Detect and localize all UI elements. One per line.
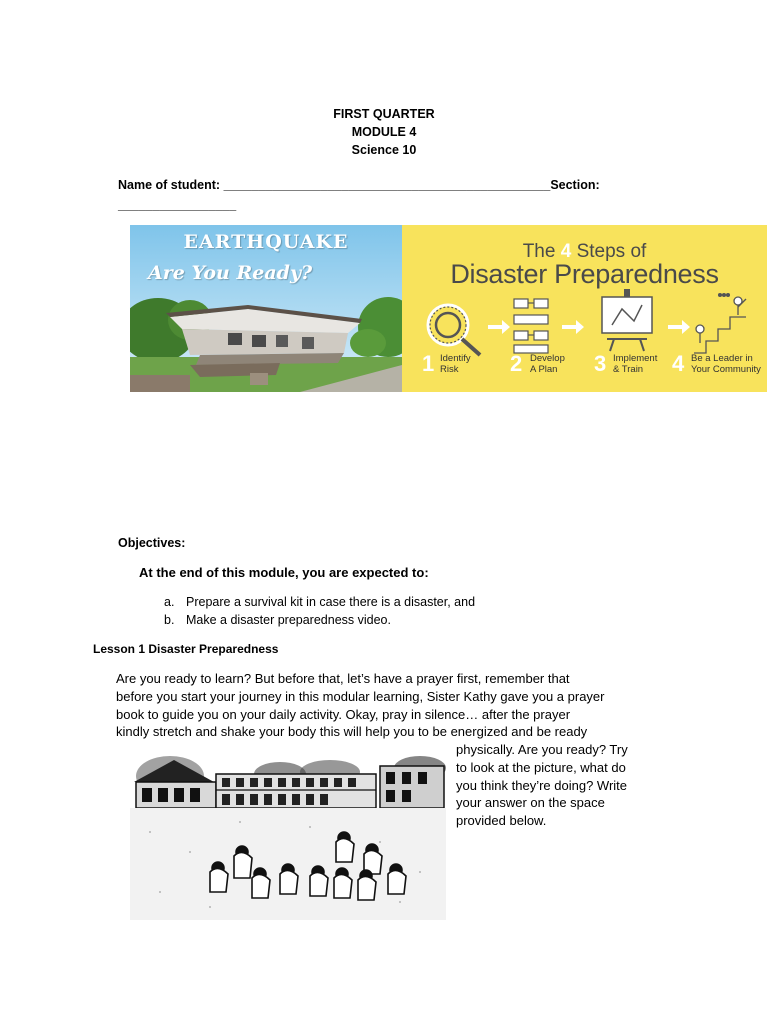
poster-step-count: 4 <box>560 241 572 262</box>
paragraph-line: provided below. <box>456 813 547 829</box>
earthquake-drill-illustration <box>130 752 446 920</box>
flowchart-icon <box>514 299 548 353</box>
leader-stairs-icon <box>694 294 746 353</box>
paragraph-line: Are you ready to learn? But before that, let’s have a prayer first, remember that <box>116 671 570 686</box>
objectives-intro: At the end of this module, you are expected to: <box>139 565 429 580</box>
whiteboard-icon <box>602 289 652 351</box>
poster-title-line2: Disaster Preparedness <box>450 259 719 289</box>
earthquake-subtitle: Are You Ready? <box>148 262 313 284</box>
objective-marker: b. <box>164 613 175 627</box>
objective-marker: a. <box>164 595 175 609</box>
step-label-implement: Implement & Train <box>613 353 658 375</box>
poster-title-line1: The 4 Steps of <box>522 241 647 262</box>
objective-text: Prepare a survival kit in case there is a disaster, and <box>186 595 476 609</box>
lesson-paragraph-side <box>456 741 652 830</box>
disaster-preparedness-poster <box>402 225 767 392</box>
step-label-leader: Be a Leader in Your Community <box>691 353 761 375</box>
paragraph-line: before you start your journey in this modular learning, Sister Kathy gave you a prayer <box>116 688 605 704</box>
objective-item <box>164 613 391 627</box>
paragraph-line: physically. Are you ready? Try <box>456 742 628 757</box>
name-blank[interactable]: _______________________________________________ <box>223 178 551 192</box>
step-number: 1 <box>422 351 435 376</box>
lesson-paragraph <box>116 670 652 741</box>
name-label: Name of student: <box>118 178 224 192</box>
magnifier-icon <box>428 305 480 355</box>
lesson-title: Lesson 1 Disaster Preparedness <box>93 642 279 656</box>
subject-heading: Science 10 <box>351 143 417 157</box>
step-number: 4 <box>672 351 685 376</box>
paragraph-line: your answer on the space <box>456 795 605 811</box>
step-number: 2 <box>510 351 523 376</box>
objective-item <box>164 595 475 609</box>
section-label: Section: <box>550 178 600 192</box>
step-label-identify: Identify Risk <box>440 353 471 375</box>
step-number: 3 <box>594 351 607 376</box>
student-name-line <box>118 178 600 192</box>
section-blank[interactable]: _________________ <box>118 198 237 212</box>
step-label-develop: Develop A Plan <box>530 353 565 375</box>
quarter-heading: FIRST QUARTER <box>333 107 435 121</box>
paragraph-line: kindly stretch and shake your body this will help you to be energized and be ready <box>116 724 588 740</box>
paragraph-line: you think they’re doing? Write <box>456 777 628 793</box>
objectives-heading: Objectives: <box>118 536 186 550</box>
paragraph-line: book to guide you on your daily activity. Okay, pray in silence… after the prayer <box>116 706 571 722</box>
earthquake-title: EARTHQUAKE <box>183 231 349 253</box>
earthquake-poster <box>130 225 402 392</box>
paragraph-line: to look at the picture, what do <box>456 759 626 775</box>
objective-text: Make a disaster preparedness video. <box>186 613 391 627</box>
module-heading: MODULE 4 <box>351 125 417 139</box>
